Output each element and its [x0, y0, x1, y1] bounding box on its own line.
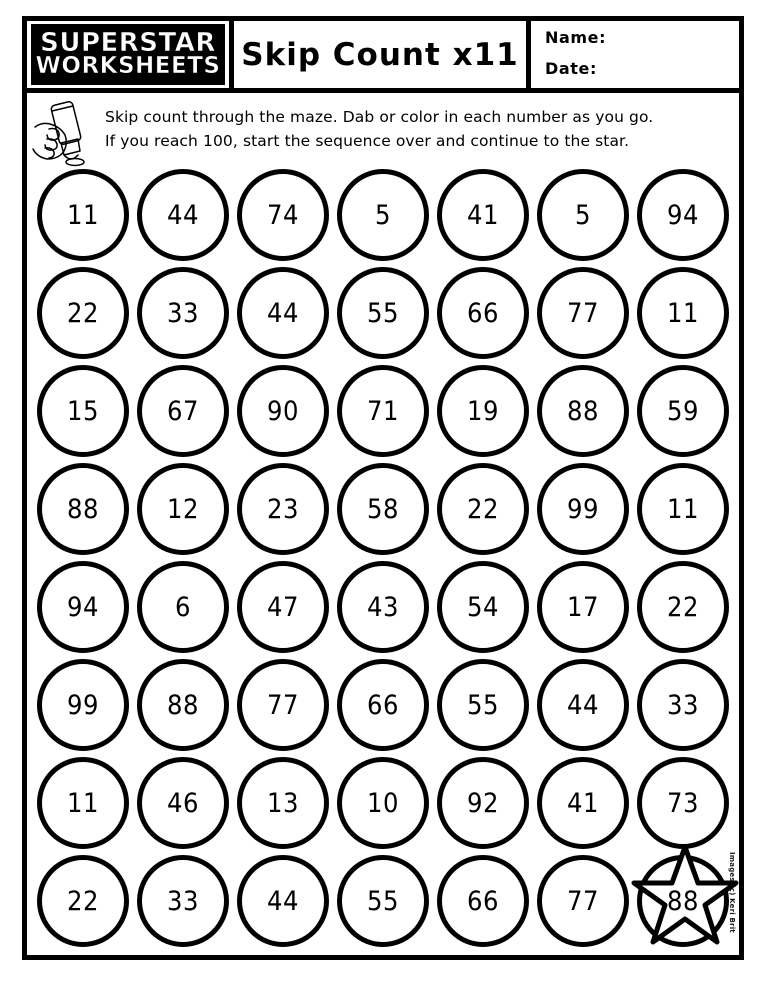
- maze-row: [35, 755, 731, 853]
- maze-cell[interactable]: [535, 657, 631, 753]
- cell-number: 12: [167, 493, 199, 525]
- cell-number: 94: [67, 591, 99, 623]
- cell-number: 58: [367, 493, 399, 525]
- instructions-area: [27, 93, 739, 165]
- maze-row: [35, 167, 731, 265]
- maze-cell[interactable]: [235, 559, 331, 655]
- instruction-text: [105, 101, 653, 153]
- cell-number: 44: [267, 885, 299, 917]
- cell-number: 90: [267, 395, 299, 427]
- maze-cell[interactable]: [35, 755, 131, 851]
- brand-logo: [27, 21, 234, 88]
- name-label: Name:: [545, 28, 607, 47]
- maze-cell[interactable]: [35, 265, 131, 361]
- cell-number: 88: [67, 493, 99, 525]
- worksheet-header: [27, 21, 739, 93]
- cell-number: 46: [167, 787, 199, 819]
- logo-plate: [31, 24, 225, 85]
- cell-number: 6: [175, 591, 191, 623]
- maze-cell[interactable]: [635, 363, 731, 459]
- maze-cell[interactable]: [435, 363, 531, 459]
- maze-cell[interactable]: [135, 853, 231, 949]
- maze-cell[interactable]: [35, 559, 131, 655]
- cell-number: 88: [567, 395, 599, 427]
- maze-cell[interactable]: [235, 167, 331, 263]
- maze-cell[interactable]: [235, 363, 331, 459]
- cell-number: 71: [367, 395, 399, 427]
- cell-number: 19: [467, 395, 499, 427]
- maze-cell[interactable]: [135, 657, 231, 753]
- cell-number: 67: [167, 395, 199, 427]
- maze-cell[interactable]: [535, 755, 631, 851]
- maze-cell[interactable]: [535, 559, 631, 655]
- cell-number: 41: [467, 199, 499, 231]
- maze-cell-star[interactable]: [635, 853, 731, 949]
- maze-cell[interactable]: [435, 657, 531, 753]
- cell-number: 22: [67, 885, 99, 917]
- cell-number: 66: [367, 689, 399, 721]
- maze-cell[interactable]: [335, 657, 431, 753]
- cell-number: 55: [367, 297, 399, 329]
- cell-number: 13: [267, 787, 299, 819]
- cell-number: 33: [167, 885, 199, 917]
- maze-cell[interactable]: [635, 657, 731, 753]
- maze-cell[interactable]: [435, 559, 531, 655]
- cell-number: 11: [67, 787, 99, 819]
- cell-number: 94: [667, 199, 699, 231]
- cell-number: 23: [267, 493, 299, 525]
- maze-grid: [27, 167, 739, 951]
- maze-cell[interactable]: [335, 265, 431, 361]
- credit-label: Images (c) Keri Brit: [728, 852, 736, 933]
- maze-cell[interactable]: [235, 853, 331, 949]
- maze-cell[interactable]: [435, 265, 531, 361]
- cell-number: 43: [367, 591, 399, 623]
- cell-number: 22: [467, 493, 499, 525]
- cell-number: 44: [567, 689, 599, 721]
- cell-number: 22: [67, 297, 99, 329]
- logo-line-worksheets: WORKSHEETS: [35, 52, 221, 79]
- maze-row: [35, 853, 731, 951]
- maze-cell[interactable]: [335, 755, 431, 851]
- cell-number: 22: [667, 591, 699, 623]
- maze-cell[interactable]: [135, 755, 231, 851]
- maze-row: [35, 461, 731, 559]
- maze-row: [35, 265, 731, 363]
- maze-row: [35, 657, 731, 755]
- maze-cell[interactable]: [635, 461, 731, 557]
- maze-cell[interactable]: [135, 167, 231, 263]
- maze-cell[interactable]: [535, 853, 631, 949]
- maze-cell[interactable]: [235, 265, 331, 361]
- cell-number: 99: [67, 689, 99, 721]
- cell-number: 47: [267, 591, 299, 623]
- cell-number: 44: [167, 199, 199, 231]
- maze-cell[interactable]: [335, 363, 431, 459]
- cell-number: 41: [567, 787, 599, 819]
- maze-cell[interactable]: [635, 755, 731, 851]
- maze-cell[interactable]: [535, 265, 631, 361]
- cell-number: 59: [667, 395, 699, 427]
- cell-number: 15: [67, 395, 99, 427]
- cell-number: 11: [667, 493, 699, 525]
- title-box: [234, 21, 531, 88]
- name-date-box: [531, 21, 739, 88]
- maze-cell[interactable]: [135, 363, 231, 459]
- maze-cell[interactable]: [335, 559, 431, 655]
- cell-number: 11: [667, 297, 699, 329]
- maze-cell[interactable]: [335, 461, 431, 557]
- cell-number: 17: [567, 591, 599, 623]
- maze-cell[interactable]: [235, 657, 331, 753]
- maze-cell[interactable]: [535, 167, 631, 263]
- cell-number: 77: [267, 689, 299, 721]
- maze-cell[interactable]: [435, 853, 531, 949]
- maze-cell[interactable]: [335, 167, 431, 263]
- maze-cell[interactable]: [235, 755, 331, 851]
- maze-cell[interactable]: [35, 167, 131, 263]
- maze-cell[interactable]: [435, 461, 531, 557]
- cell-number: 74: [267, 199, 299, 231]
- maze-cell[interactable]: [435, 167, 531, 263]
- page-title: Skip Count x11: [241, 36, 519, 73]
- maze-row: [35, 559, 731, 657]
- cell-number: 77: [567, 297, 599, 329]
- cell-number: 66: [467, 885, 499, 917]
- instruction-line-1: Skip count through the maze. Dab or color in each number as you go.: [105, 108, 654, 126]
- cell-number: 33: [667, 689, 699, 721]
- cell-number: 66: [467, 297, 499, 329]
- maze-cell[interactable]: [635, 167, 731, 263]
- maze-cell[interactable]: [635, 559, 731, 655]
- cell-number: 55: [367, 885, 399, 917]
- cell-number: 88: [667, 885, 699, 917]
- date-label: Date:: [545, 59, 597, 78]
- instruction-line-2: If you reach 100, start the sequence over and continue to the star.: [105, 132, 630, 151]
- maze-cell[interactable]: [435, 755, 531, 851]
- dauber-hand-icon: [31, 99, 105, 169]
- cell-number: 11: [67, 199, 99, 231]
- maze-cell[interactable]: [335, 853, 431, 949]
- maze-cell[interactable]: [35, 657, 131, 753]
- maze-cell[interactable]: [135, 559, 231, 655]
- cell-number: 92: [467, 787, 499, 819]
- cell-number: 99: [567, 493, 599, 525]
- cell-number: 44: [267, 297, 299, 329]
- cell-number: 54: [467, 591, 499, 623]
- maze-cell[interactable]: [35, 853, 131, 949]
- maze-cell[interactable]: [135, 265, 231, 361]
- cell-number: 77: [567, 885, 599, 917]
- maze-cell[interactable]: [135, 461, 231, 557]
- cell-number: 5: [575, 199, 591, 231]
- maze-row: [35, 363, 731, 461]
- worksheet-page: [22, 16, 744, 960]
- maze-cell[interactable]: [535, 461, 631, 557]
- maze-cell[interactable]: [35, 363, 131, 459]
- cell-number: 88: [167, 689, 199, 721]
- cell-number: 55: [467, 689, 499, 721]
- maze-cell[interactable]: [235, 461, 331, 557]
- maze-cell[interactable]: [635, 265, 731, 361]
- cell-number: 5: [375, 199, 391, 231]
- cell-number: 10: [367, 787, 399, 819]
- cell-number: 33: [167, 297, 199, 329]
- maze-cell[interactable]: [535, 363, 631, 459]
- maze-cell[interactable]: [35, 461, 131, 557]
- logo-line-superstar: SUPERSTAR: [40, 28, 216, 59]
- cell-number: 73: [667, 787, 699, 819]
